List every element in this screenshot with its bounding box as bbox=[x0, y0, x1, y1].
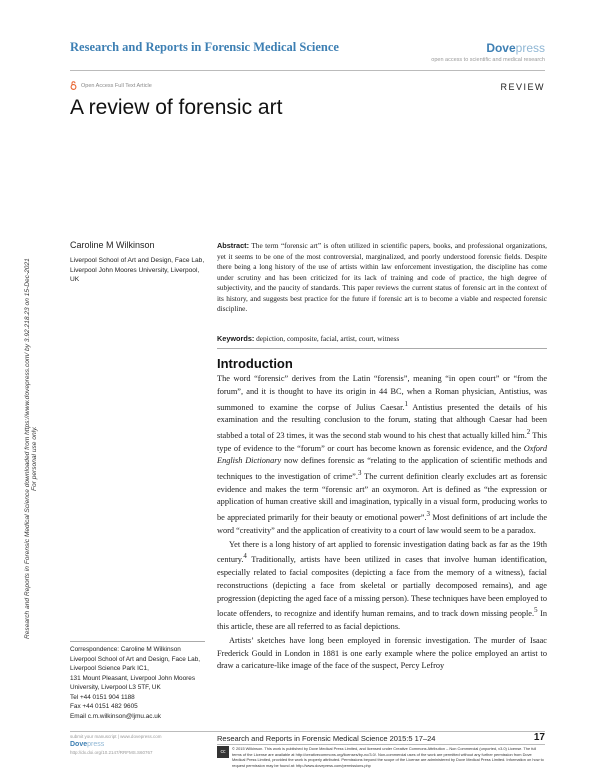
license-divider bbox=[217, 744, 545, 745]
intro-paragraph-2: Yet there is a long history of art applied to forensic investigation dating back as far as the 19th century.$^4$ Traditionally, artists have been utilized in cases that involve human identification, especially related to facial composites (depicting a face from the memory of a witness), facial reconstructions (depicting a face from skeletal or partially decomposed remains), and age progression (depicting the aged face of a missing person). These techniques have been employed to locate offenders, to recognize and identify human remains, and to track down missing people.$^5$ In this article, these are all referred to as facial depictions. bbox=[217, 539, 548, 631]
header-divider bbox=[70, 70, 545, 71]
publisher-tagline: open access to scientific and medical research bbox=[431, 57, 545, 63]
open-access-label bbox=[70, 81, 152, 90]
submit-manuscript-link[interactable]: submit your manuscript | www.dovepress.com bbox=[70, 734, 162, 739]
publisher-logo-bold: Dove bbox=[486, 41, 516, 55]
article-title: A review of forensic art bbox=[70, 96, 283, 119]
introduction-body bbox=[217, 373, 547, 673]
journal-title: Research and Reports in Forensic Medical Science bbox=[70, 40, 339, 54]
keywords-label: Keywords: bbox=[217, 334, 255, 343]
download-sidebar bbox=[24, 258, 38, 639]
open-access-icon bbox=[70, 81, 77, 90]
abstract-label: Abstract: bbox=[217, 241, 250, 250]
article-type: REVIEW bbox=[500, 82, 545, 92]
reference-3[interactable]: 3 bbox=[357, 470, 362, 478]
abstract-text: The term “forensic art” is often utilized in scientific papers, books, and professional organizations, yet it seems to be one of the most controversial, marginalized, and poorly understood forensic fields. Despite there being a long history of the use of artists within law enforcement investigation, the discipline has come under scrutiny and has been criticized for its lack of training and code of practice, the high degree of subjectivity, and the paucity of standards. This paper reviews the current status of forensic art in the context of its history, and suggests best practice for the future if forensic art is to become a viable and respected forensic discipline. bbox=[217, 241, 547, 313]
sidebar-download-line: Research and Reports in Forensic Medical Science downloaded from https://www.dovepress.com/ by 3.92.218.23 on 15-Dec-2021 bbox=[24, 258, 31, 639]
footer-divider bbox=[70, 731, 545, 732]
reference-3b[interactable]: 3 bbox=[426, 511, 430, 519]
abstract bbox=[217, 241, 547, 315]
reference-1[interactable]: 1 bbox=[404, 400, 408, 408]
publisher-logo[interactable] bbox=[486, 41, 545, 55]
creative-commons-icon: cc bbox=[217, 746, 229, 758]
doi-link[interactable]: http://dx.doi.org/10.2147/RRFMS.S60767 bbox=[70, 750, 153, 755]
correspondence-divider bbox=[70, 641, 205, 642]
introduction-heading: Introduction bbox=[217, 356, 293, 371]
footer-left bbox=[70, 733, 210, 757]
intro-paragraph-3: Artists’ sketches have long been employed in forensic investigation. The murder of Isaac Frederick Gould in London in 1881 is one early example where the police employed an artist to draw a caricature-like image of the face of the suspect, Percy Lefroy bbox=[217, 635, 547, 671]
correspondence-name: Correspondence: Caroline M Wilkinson bbox=[70, 646, 181, 653]
publisher-logo-light: press bbox=[515, 41, 545, 55]
footer-journal-citation: Research and Reports in Forensic Medical Science 2015:5 17–24 bbox=[217, 734, 436, 743]
reference-5[interactable]: 5 bbox=[534, 607, 538, 615]
correspondence-fax: Fax +44 0151 482 9605 bbox=[70, 703, 138, 710]
correspondence-tel: Tel +44 0151 904 1188 bbox=[70, 693, 135, 701]
author-name: Caroline M Wilkinson bbox=[70, 240, 155, 250]
open-access-text: Open Access Full Text Article bbox=[81, 82, 152, 89]
correspondence-address-2: 131 Mount Pleasant, Liverpool John Moores University, Liverpool L3 5TF, UK bbox=[70, 674, 196, 691]
correspondence-email[interactable]: Email c.m.wilkinson@ljmu.ac.uk bbox=[70, 712, 162, 720]
author-affiliation: Liverpool School of Art and Design, Face Lab, Liverpool John Moores University, Liverpool, UK bbox=[70, 257, 205, 284]
sidebar-personal-use: For personal use only. bbox=[31, 426, 38, 491]
reference-2[interactable]: 2 bbox=[526, 428, 531, 436]
keywords-text: depiction, composite, facial, artist, court, witness bbox=[254, 334, 400, 343]
reference-4[interactable]: 4 bbox=[243, 553, 247, 561]
abstract-divider bbox=[217, 348, 547, 349]
intro-paragraph-1: The word “forensic” derives from the Latin “forensis”, meaning “in open court” or “from the forum”, and it is thought to have its origin in 44 BC, when a Roman physician, Antistius, was summoned to examine the corpse of Julius Caesar.$^1$ Antistius presented the details of his examination and the resulting conclusion to the forum, stating that although Caesar had been stabbed a total of 23 times, it was the second stab wound to his chest that actually killed him.$^2$ This type of evidence to the “forum” or court has become known as forensic evidence, and the Oxford English Dictionary now defines forensic as “relating to the application of scientific methods and techniques to the investigation of crime”.$^3$ The current definition clearly excludes art as forensic evidence and makes the term “forensic art” an oxymoron. Art is defined as “the expression or application of human creative skill and imagination, typically in a visual form, producing works to be appreciated primarily for their beauty or emotional power”.$^3$ Most definitions of art include the word “creativity” and the application of creativity to a court of law would seem to be a paradox. bbox=[217, 374, 548, 535]
footer-logo[interactable]: Dovepress bbox=[70, 741, 105, 748]
keywords bbox=[217, 334, 547, 343]
page-number: 17 bbox=[533, 732, 545, 743]
license-text: © 2015 Wilkinson. This work is published by Dove Medical Press Limited, and licensed under Creative Commons Attribution – Non Commercial (unported, v3.0) License. The full terms of the License are available at http://creativecommons.org/licenses/by-nc/3.0/. Non-commercial uses of the work are permitted without any further permission from Dove Medical Press Limited, provided the work is properly attributed. Permissions beyond the scope of the License are administered by Dove Medical Press Limited. Information on how to request permission may be found at: http://www.dovepress.com/permissions.php bbox=[232, 746, 544, 768]
correspondence bbox=[70, 645, 210, 721]
correspondence-address-1: Liverpool School of Art and Design, Face Lab, Liverpool Science Park IC1, bbox=[70, 655, 201, 672]
